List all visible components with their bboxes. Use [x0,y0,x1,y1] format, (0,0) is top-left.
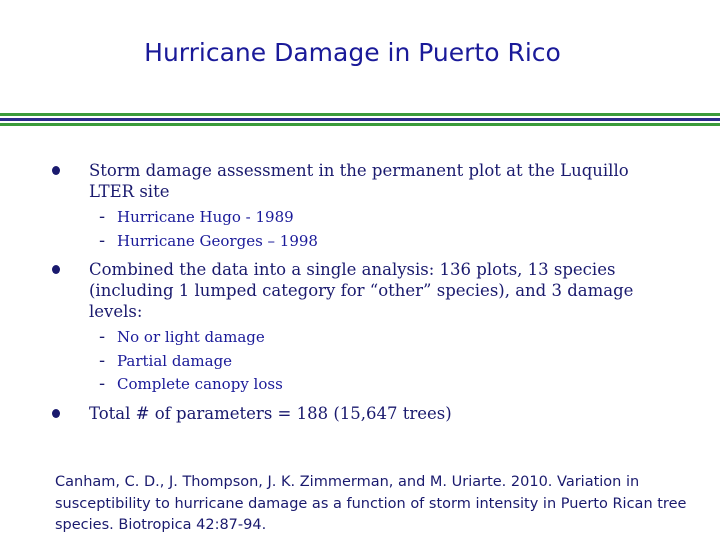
sub-item [99,373,662,397]
sub-item [99,350,662,374]
bullet-text: Combined the data into a single analysis: 136 plots, 13 species (including 1 lumped category for “other” species), and 3 damage levels: [89,260,634,321]
bullet-item [52,160,662,202]
sub-text: No or light damage [117,328,265,346]
dash-icon: - [99,230,106,251]
sub-text: Hurricane Georges – 1998 [117,231,318,250]
dash-icon: - [99,374,106,394]
sub-text: Hurricane Hugo - 1989 [117,208,294,226]
dash-icon: - [99,327,106,347]
dash-icon: - [99,350,106,371]
bullet-text: Total # of parameters = 188 (15,647 trees) [89,403,452,423]
bullet-dot-icon [52,166,60,175]
sub-text: Complete canopy loss [117,375,283,393]
sub-item [99,326,662,350]
slide-title: Hurricane Damage in Puerto Rico [144,38,561,67]
dash-icon: - [99,207,106,227]
sub-list [99,206,662,253]
sub-list [99,326,662,397]
bullet-dot-icon [52,409,60,418]
bullet-text: Storm damage assessment in the permanent plot at the Luquillo LTER site [89,161,629,201]
bullet-dot-icon [52,265,60,274]
title-rule-green-top [0,113,720,116]
title-rule-blue [0,118,720,121]
bullet-item [52,403,662,424]
citation: Canham, C. D., J. Thompson, J. K. Zimmerman, and M. Uriarte. 2010. Variation in susceptibility to hurricane damage as a function of storm intensity in Puerto Rican tree species. Biotropica 42:87-94. [55,474,687,533]
bullet-list [52,160,662,424]
bullet-item [52,259,662,322]
title-rule-green-bottom [0,123,720,126]
sub-item [99,206,662,230]
sub-text: Partial damage [117,351,233,370]
sub-item [99,230,662,254]
